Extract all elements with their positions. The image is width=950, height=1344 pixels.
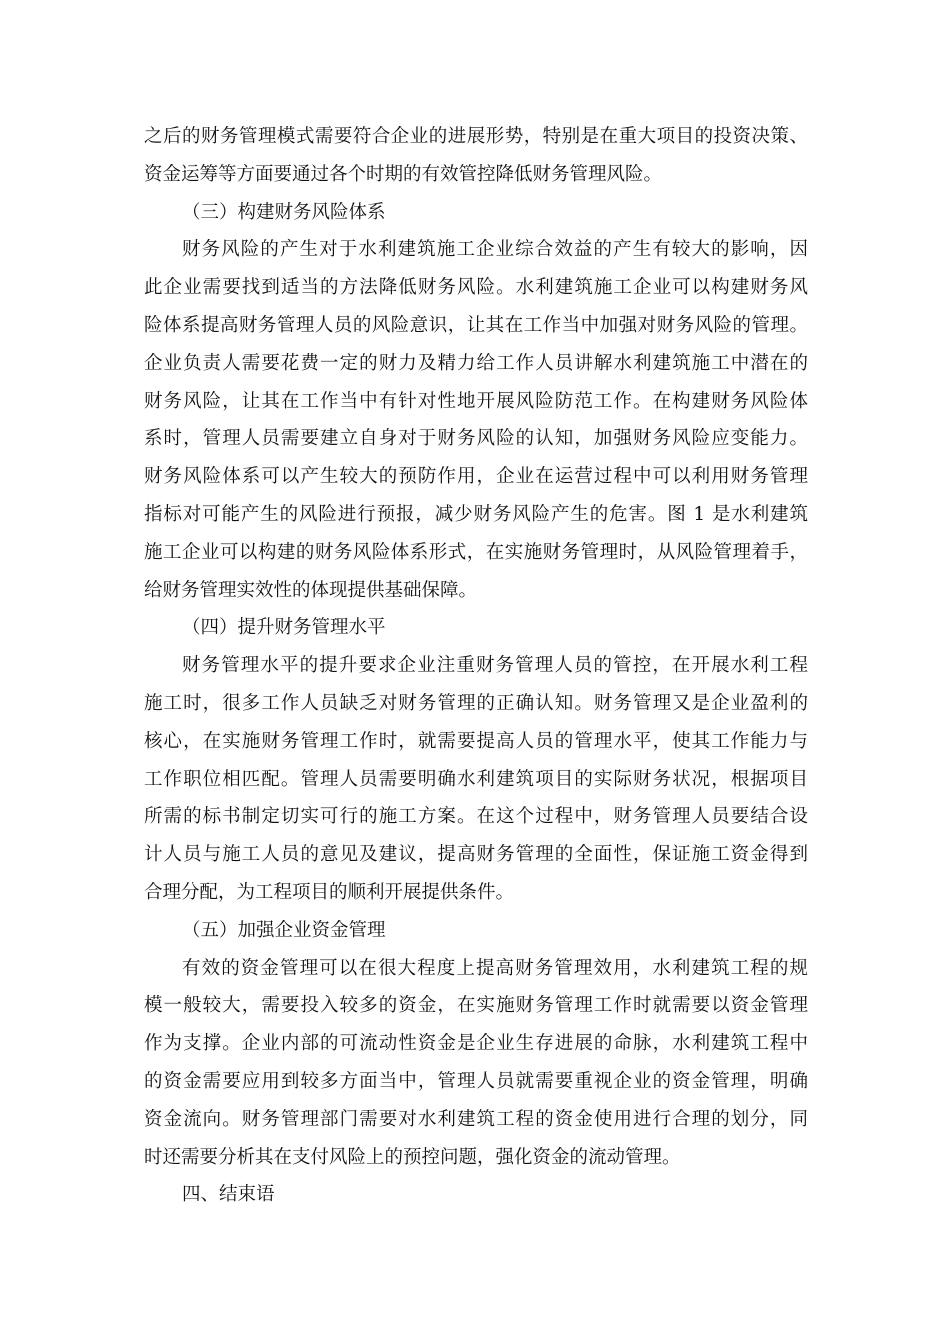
text-line: 财务管理水平的提升要求企业注重财务管理人员的管控，在开展水利工程 <box>182 655 808 677</box>
text-line: 施工时，很多工作人员缺乏对财务管理的正确认知。财务管理又是企业盈利的 <box>144 692 808 714</box>
text-line: 资金运筹等方面要通过各个时期的有效管控降低财务管理风险。 <box>144 163 663 185</box>
section-heading <box>144 609 808 647</box>
text-line: 作为支撑。企业内部的可流动性资金是企业生存进展的命脉，水利建筑工程中 <box>144 1033 808 1055</box>
heading-text: （三）构建财务风险体系 <box>182 201 386 223</box>
heading-text: 四、结束语 <box>182 1184 275 1206</box>
heading-text: （四）提升财务管理水平 <box>182 617 386 639</box>
text-line: 给财务管理实效性的体现提供基础保障。 <box>144 579 478 601</box>
text-line: 险体系提高财务管理人员的风险意识，让其在工作当中加强对财务风险的管理。 <box>144 314 808 336</box>
text-line: 模一般较大，需要投入较多的资金，在实施财务管理工作时就需要以资金管理 <box>144 995 808 1017</box>
text-line: 工作职位相匹配。管理人员需要明确水利建筑项目的实际财务状况，根据项目 <box>144 768 808 790</box>
text-line: 计人员与施工人员的意见及建议，提高财务管理的全面性，保证施工资金得到 <box>144 844 808 866</box>
text-line: 此企业需要找到适当的方法降低财务风险。水利建筑施工企业可以构建财务风 <box>144 277 808 299</box>
text-line: 财务风险体系可以产生较大的预防作用，企业在运营过程中可以利用财务管理 <box>144 466 808 488</box>
text-line: 指标对可能产生的风险进行预报，减少财务风险产生的危害。图 1 是水利建筑 <box>144 503 808 525</box>
text-line: 财务风险的产生对于水利建筑施工企业综合效益的产生有较大的影响，因 <box>182 239 808 261</box>
body-paragraph <box>144 950 808 1177</box>
section-heading <box>144 1176 808 1214</box>
text-line: 资金流向。财务管理部门需要对水利建筑工程的资金使用进行合理的划分，同 <box>144 1108 808 1130</box>
text-line: 之后的财务管理模式需要符合企业的进展形势，特别是在重大项目的投资决策、 <box>144 126 808 147</box>
text-line: 系时，管理人员需要建立自身对于财务风险的认知，加强财务风险应变能力。 <box>144 428 808 450</box>
text-line: 施工企业可以构建的财务风险体系形式，在实施财务管理时，从风险管理着手， <box>144 541 808 563</box>
body-paragraph <box>144 118 808 194</box>
body-paragraph <box>144 231 808 609</box>
text-line: 有效的资金管理可以在很大程度上提高财务管理效用，水利建筑工程的规 <box>182 957 808 979</box>
section-heading <box>144 912 808 950</box>
text-line: 时还需要分析其在支付风险上的预控问题，强化资金的流动管理。 <box>144 1146 681 1168</box>
text-line: 所需的标书制定切实可行的施工方案。在这个过程中，财务管理人员要结合设 <box>144 806 808 828</box>
text-line: 核心，在实施财务管理工作时，就需要提高人员的管理水平，使其工作能力与 <box>144 730 808 752</box>
document-body <box>144 118 808 1214</box>
text-line: 企业负责人需要花费一定的财力及精力给工作人员讲解水利建筑施工中潜在的 <box>144 352 808 374</box>
text-line: 合理分配，为工程项目的顺利开展提供条件。 <box>144 881 515 903</box>
text-line: 的资金需要应用到较多方面当中，管理人员就需要重视企业的资金管理，明确 <box>144 1070 808 1092</box>
body-paragraph <box>144 647 808 912</box>
text-line: 财务风险，让其在工作当中有针对性地开展风险防范工作。在构建财务风险体 <box>144 390 808 412</box>
section-heading <box>144 194 808 232</box>
heading-text: （五）加强企业资金管理 <box>182 919 386 941</box>
